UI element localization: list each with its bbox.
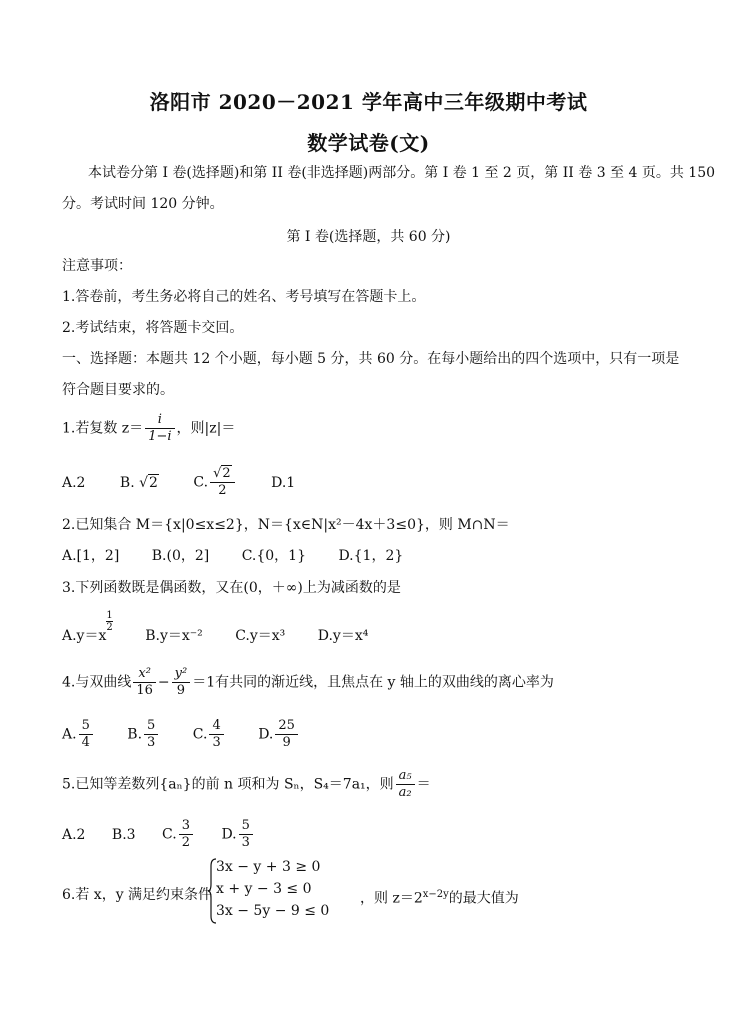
note-2: 2.考试结束，将答题卡交回。	[62, 320, 244, 336]
q2-option-c: C.{0，1}	[241, 548, 306, 564]
q5-c-num: 3	[179, 818, 193, 835]
q1-option-b-label: B.	[119, 474, 135, 491]
q4-a-num: 5	[79, 718, 93, 735]
intro-line-1: 本试卷分第 I 卷(选择题)和第 II 卷(非选择题)两部分。第 I 卷 1 至 2 页，第 II 卷 3 至 4 页。共 150	[88, 165, 716, 181]
q1-option-c-label: C.	[193, 474, 209, 491]
q2-option-d: D.{1，2}	[338, 548, 404, 564]
q5-options	[62, 818, 283, 851]
q5-d-fraction	[239, 818, 253, 851]
q5-option-c	[162, 818, 195, 851]
q2-options	[62, 546, 431, 566]
q5-c-fraction	[179, 818, 193, 851]
q5-d-label: D.	[221, 826, 237, 843]
exam-subtitle: 数学试卷(文)	[307, 131, 430, 155]
constraint-3: 3x − 5y − 9 ≤ 0	[216, 903, 330, 919]
q3-option-b: B.y＝x⁻²	[145, 628, 203, 644]
question-4	[62, 666, 554, 699]
constraint-2: x + y − 3 ≤ 0	[216, 881, 312, 897]
constraint-system	[216, 856, 356, 922]
q6-suffix-exponent: x−2y	[422, 889, 449, 900]
question-2: 2.已知集合 M＝{x|0≤x≤2}，N＝{x∈N|x²－4x＋3≤0}，则 M∩N＝	[62, 517, 510, 533]
q4-option-c	[193, 718, 226, 751]
q1-prefix: 1.若复数 z＝	[62, 420, 144, 437]
q3-option-c: C.y＝x³	[235, 628, 286, 644]
q5-c-label: C.	[162, 826, 177, 843]
q1-option-b-radicand: 2	[149, 474, 158, 491]
q5-prefix: 5.已知等差数列{aₙ}的前 n 项和为 Sₙ，S₄＝7a₁，则	[62, 776, 394, 793]
q4-f2-den: 9	[176, 683, 186, 698]
q3-option-a-label: A.y＝x	[62, 628, 107, 644]
q4-c-den: 3	[212, 735, 221, 750]
q4-suffix: ＝1有共同的渐近线，且焦点在 y 轴上的双曲线的离心率为	[192, 674, 554, 691]
q1-option-d: D.1	[271, 474, 296, 491]
q5-suffix: ＝	[416, 776, 431, 793]
constraint-1: 3x − y + 3 ≥ 0	[216, 859, 321, 875]
intro-line-2: 分。考试时间 120 分钟。	[62, 196, 224, 212]
q2-option-b: B.(0，2]	[151, 548, 210, 564]
q1-option-c-den: 2	[218, 483, 227, 498]
q5-c-den: 2	[181, 835, 190, 850]
q5-option-d	[221, 818, 254, 851]
exam-title: 洛阳市 2020－2021 学年高中三年级期中考试	[149, 90, 588, 114]
q4-option-d	[258, 718, 300, 751]
q4-fraction-1	[133, 666, 156, 699]
q4-a-label: A.	[62, 726, 77, 743]
q4-d-fraction	[275, 718, 298, 751]
q4-option-a	[62, 718, 95, 751]
q5-f-num: a₅	[396, 768, 415, 785]
q1-den: 1−i	[148, 429, 172, 444]
q4-a-den: 4	[81, 735, 90, 750]
q1-option-c-num: √2	[210, 466, 235, 483]
q3-exp-den: 2	[106, 622, 113, 633]
note-1: 1.答卷前，考生务必将自己的姓名、考号填写在答题卡上。	[62, 289, 426, 305]
q1-num: i	[145, 412, 174, 429]
q4-c-num: 4	[209, 718, 223, 735]
q4-minus: −	[157, 674, 170, 691]
q5-f-den: a₂	[398, 785, 412, 800]
q3-option-a	[62, 610, 113, 646]
q4-b-num: 5	[144, 718, 158, 735]
q2-option-a: A.[1，2]	[62, 548, 120, 564]
q1-suffix: ，则|z|＝	[176, 420, 236, 437]
q1-options	[62, 466, 323, 499]
q3-exp-num: 1	[106, 610, 113, 621]
q1-option-c-radicand: 2	[222, 466, 231, 481]
question-1	[62, 412, 235, 445]
q1-option-b	[120, 473, 159, 493]
section-heading: 第 I 卷(选择题，共 60 分)	[286, 229, 451, 245]
q4-d-label: D.	[258, 726, 274, 743]
q6-suffix-b: 的最大值为	[448, 890, 519, 907]
q4-d-num: 25	[275, 718, 298, 735]
notes-heading: 注意事项：	[62, 258, 132, 274]
q4-b-den: 3	[147, 735, 156, 750]
q4-d-den: 9	[282, 735, 291, 750]
q5-option-a: A.2	[62, 826, 86, 843]
q4-b-label: B.	[127, 726, 143, 743]
q4-fraction-2	[172, 666, 191, 699]
q4-f2-num: y²	[172, 666, 191, 683]
q5-d-num: 5	[239, 818, 253, 835]
q5-d-den: 3	[241, 835, 250, 850]
q3-option-d: D.y＝x⁴	[317, 628, 369, 644]
q6-prefix: 6.若 x，y 满足约束条件	[62, 887, 213, 903]
sqrt-symbol: √2	[139, 474, 158, 491]
part1-instructions-line-1: 一、选择题：本题共 12 个小题，每小题 5 分，共 60 分。在每小题给出的四个选项中，只有一项是	[62, 351, 680, 367]
q3-option-a-exponent	[106, 610, 112, 633]
q4-option-b	[127, 718, 160, 751]
q4-c-label: C.	[192, 726, 208, 743]
q4-prefix: 4.与双曲线	[62, 674, 132, 691]
q3-options	[62, 610, 396, 646]
part1-instructions-line-2: 符合题目要求的。	[62, 382, 174, 398]
question-3: 3.下列函数既是偶函数，又在(0，＋∞)上为减函数的是	[62, 580, 401, 596]
q1-fraction	[145, 412, 174, 445]
q1-option-c	[193, 466, 236, 499]
q4-f1-num: x²	[133, 666, 156, 683]
q5-option-b: B.3	[111, 826, 136, 843]
q4-f1-den: 16	[136, 683, 153, 698]
q6-suffix-a: ，则 z＝2	[360, 890, 423, 907]
question-5	[62, 768, 431, 801]
q1-option-c-fraction	[210, 466, 235, 499]
q1-option-a: A.2	[62, 474, 86, 491]
q4-options	[62, 718, 328, 751]
q4-a-fraction	[79, 718, 93, 751]
q4-c-fraction	[209, 718, 223, 751]
q4-b-fraction	[144, 718, 158, 751]
q6-suffix	[360, 885, 519, 909]
q5-fraction	[396, 768, 415, 801]
